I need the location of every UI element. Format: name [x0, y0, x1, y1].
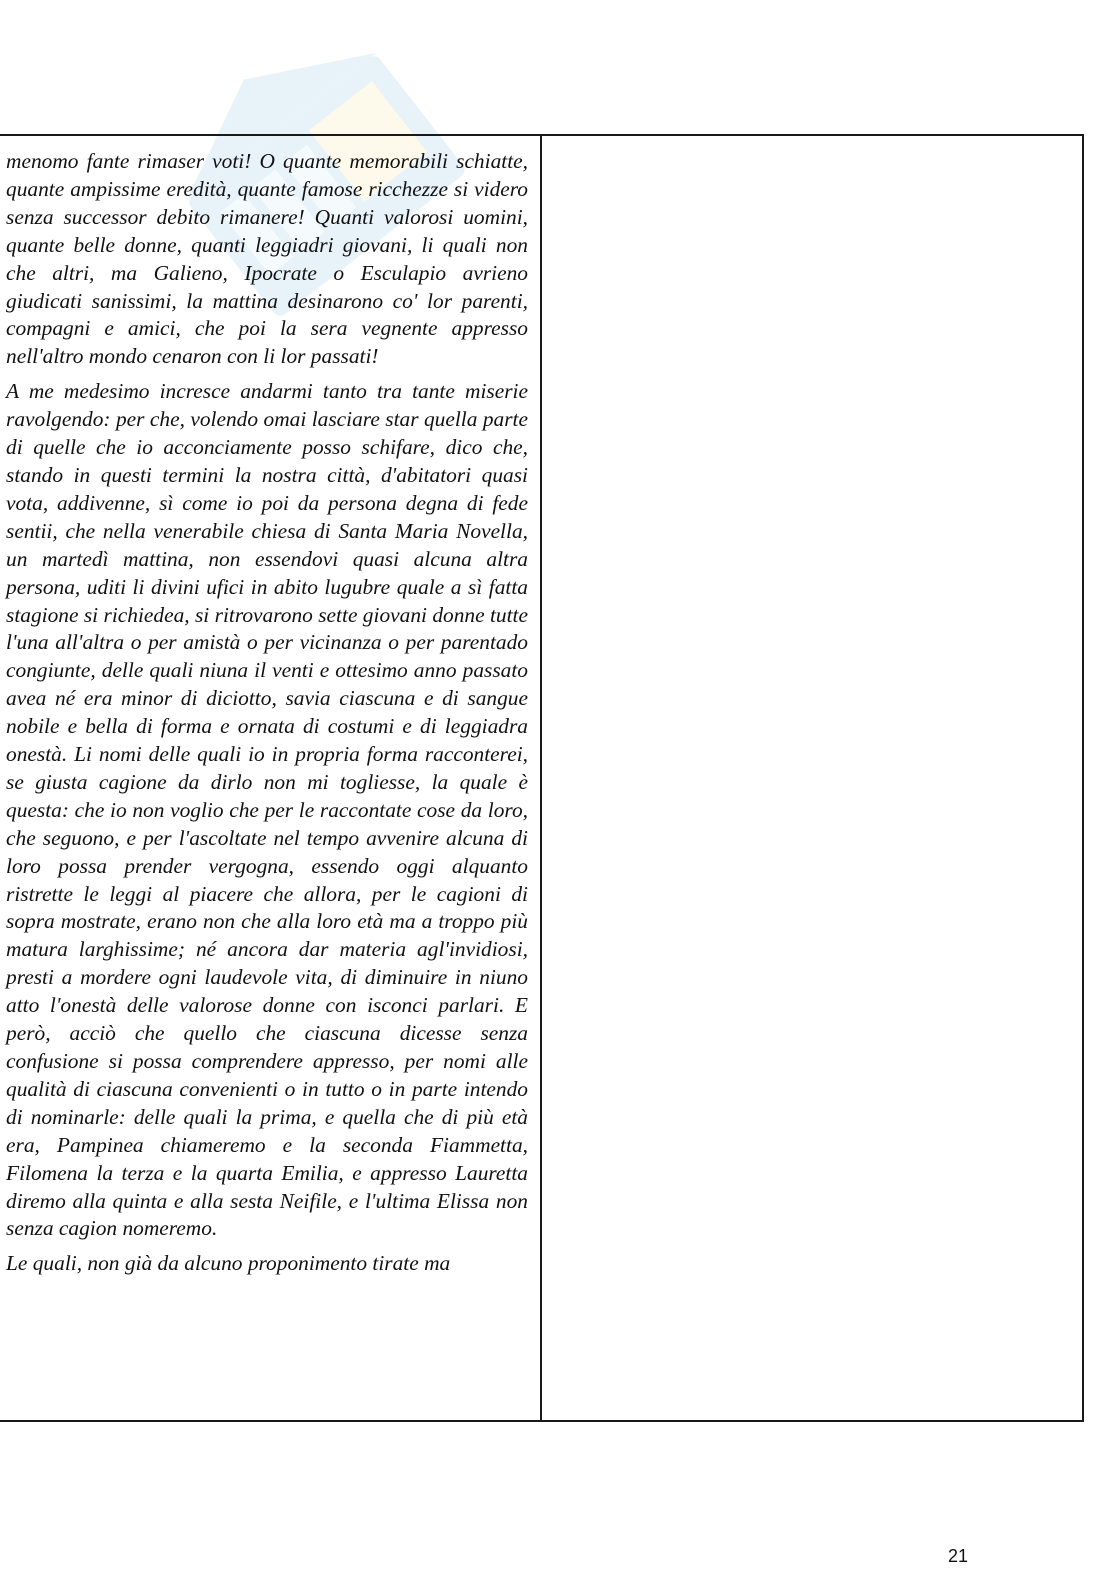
paragraph-1: menomo fante rimaser voti! O quante memorabili schiatte, quante ampissime eredità, quante famose ricchezze si videro senza successor debito rimanere! Quanti valorosi uomini, quante belle donne, quanti leggiadri giovani, li quali non che altri, ma Galieno, Ipocrate o Esculapio avrieno giudicati sanissimi, la mattina desinarono co' lor parenti, compagni e amici, che poi la sera vegnente appresso nell'altro mondo cenaron con li lor passati! [6, 149, 528, 369]
page-number: 21 [948, 1546, 969, 1566]
paragraph-3: Le quali, non già da alcuno proponimento tirate ma [6, 1251, 451, 1276]
paragraph-2: A me medesimo incresce andarmi tanto tra tante miserie ravolgendo: per che, volendo omai lasciare star quella parte di quelle che io acconciamente posso schifare, dico che, stando in questi termini la nostra città, d'abitatori quasi vota, addivenne, sì come io poi da persona degna di fede sentii, che nella venerabile chiesa di Santa Maria Novella, un martedì mattina, non essendovi quasi alcuna altra persona, uditi li divini ufici in abito lugubre quale a sì fatta stagione si richiedea, si ritrovarono sette giovani donne tutte l'una all'altra o per amistà o per vicinanza o per parentado congiunte, delle quali niuna il venti e ottesimo anno passato avea né era minor di diciotto, savia ciascuna e di sangue nobile e bella di forma e ornata di costumi e di leggiadra onestà. Li nomi delle quali io in propria forma racconterei, se giusta cagione da dirlo non mi togliesse, la quale è questa: che io non voglio che per le raccontate cose da loro, che seguono, e per l'ascoltate nel tempo avvenire alcuna di loro possa prender vergogna, essendo oggi alquanto ristrette le leggi al piacere che allora, per le cagioni di sopra mostrate, erano non che alla loro età ma a troppo più matura larghissime; né ancora dar materia agl'invidiosi, presti a mordere ogni laudevole vita, di diminuire in niuno atto l'onestà delle valorose donne con isconci parlari. E però, acciò che quello che ciascuna dicesse senza confusione si possa comprendere appresso, per nomi alle qualità di ciascuna convenienti o in tutto o in parte intendo di nominarle: delle quali la prima, e quella che di più età era, Pampinea chiameremo e la seconda Fiammetta, Filomena la terza e la quarta Emilia, e appresso Lauretta diremo alla quinta e alla sesta Neifile, e l'ultima Elissa non senza cagion nomeremo. [6, 379, 528, 1241]
notes-column [542, 136, 1082, 1420]
text-column [0, 136, 542, 1420]
document-table [0, 134, 1084, 1422]
